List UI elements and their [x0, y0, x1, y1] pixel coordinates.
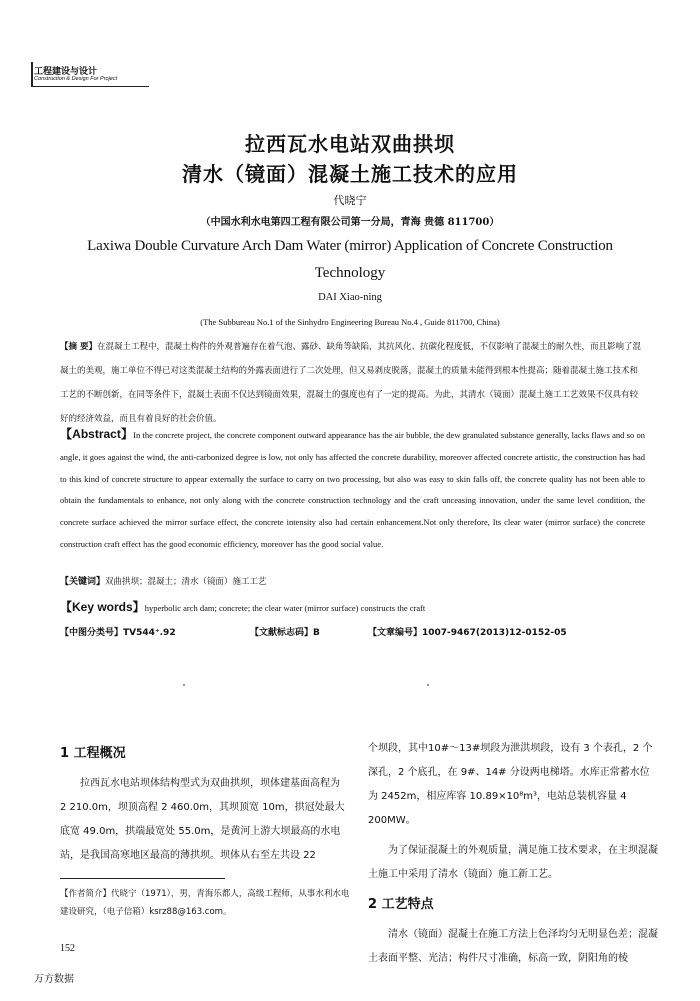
watermark: 万方数据	[34, 974, 74, 985]
abstract-en	[60, 424, 645, 556]
title-cn-line1: 拉西瓦水电站双曲拱坝	[245, 132, 455, 156]
document-code: 【文献标志码】B	[250, 628, 320, 638]
keywords-cn-label: 【关键词】	[60, 577, 106, 587]
abstract-en-text: In the concrete project, the concrete component outward appearance has the air bubble, the dew granulated substance generally, lacks flaws and so on angle, it goes against the wind, the anti-carbonized degree is low, not only has affected the concrete durability, moreover affected concrete artistic, the construction has had to this kind of concrete structure to appear externally the surface to carry on two processing, but also was easy to skin falls off, the concrete quality has not been able to obtain the fundamentals to enhance, not only along with the concrete construction technology and the craft unceasing innovation, under the same level condition, the concrete surface achieved the mirror surface effect, the concrete intensity also had certain enhancement.Not only therefore, Its clear water (mirror surface) the concrete construction craft effect has the good economic efficiency, moreover has the good social value.	[60, 430, 645, 549]
section2-heading: 2 工艺特点	[368, 897, 434, 912]
keywords-cn-text: 双曲拱坝；混凝土；清水（镜面）施工工艺	[105, 577, 267, 587]
abstract-cn-text: 在混凝土工程中，混凝土构件的外观普遍存在着气泡、露砂、缺角等缺陷，其抗风化、抗碳化程度低，不仅影响了混凝土的耐久性，而且影响了混凝土的美观，施工单位不得已对这类混凝土结构的外露表面进行了二次处理，但又易剥皮脱落，混凝土的质量未能得到根本性提高；随着混凝土施工技术和工艺的不断创新，在同等条件下，混凝土表面不仅达到镜面效果，混凝土的强度也有了一定的提高。为此，其清水（镜面）混凝土施工工艺效果不仅具有较好的经济效益，而且有着良好的社会价值。	[60, 342, 641, 424]
section2-para1: 清水（镜面）混凝土在施工方法上色泽均匀无明显色差；混凝土表面平整、光洁；构件尺寸准确，标高一致，阴阳角的棱	[368, 929, 658, 964]
journal-header-rule	[31, 86, 149, 87]
section1-heading: 1 工程概况	[60, 746, 126, 761]
journal-name-cn: 工程建设与设计	[34, 67, 98, 77]
title-cn-line2: 清水（镜面）混凝土施工技术的应用	[182, 162, 518, 186]
abstract-en-label: 【Abstract】	[60, 427, 134, 441]
keywords-en-text: hyperbolic arch dam; concrete; the clear water (mirror surface) constructs the craft	[144, 603, 426, 613]
keywords-cn	[60, 574, 267, 587]
author-en: DAI Xiao-ning	[318, 292, 382, 303]
title-en-line1: Laxiwa Double Curvature Arch Dam Water (mirror) Application of Concrete Construction	[87, 238, 613, 254]
author-footnote: 【作者简介】代晓宁（1971），男，青海乐都人，高级工程师，从事水利水电建设研究，（电子信箱）ksrz88@163.com。	[60, 889, 350, 917]
author-cn: 代晓宁	[333, 194, 367, 207]
left-column	[60, 742, 345, 868]
abstract-cn	[60, 335, 645, 431]
keywords-en	[60, 598, 425, 615]
footnote-rule	[60, 878, 225, 879]
scan-speck	[183, 684, 185, 686]
title-en-line2: Technology	[314, 265, 386, 281]
affiliation-en: (The Subbureau No.1 of the Sinhydro Engineering Bureau No.4 , Guide 811700, China)	[200, 317, 500, 327]
affiliation-cn: （中国水利水电第四工程有限公司第一分局，青海 贵德 811700）	[200, 217, 500, 228]
section1-para1: 拉西瓦水电站坝体结构型式为双曲拱坝，坝体建基面高程为 2 210.0m，坝顶高程 2 460.0m，其坝顶宽 10m，拱冠处最大底宽 49.0m，拱端最宽处 55.0m，是黄河上游大坝最高的水电站，是我国高寒地区最高的薄拱坝。坝体从右至左共设 22	[60, 778, 345, 861]
abstract-cn-label: 【摘 要】	[60, 342, 97, 352]
article-number: 【文章编号】1007-9467(2013)12-0152-05	[368, 628, 567, 638]
clc-number: 【中图分类号】TV544⁺.92	[60, 628, 176, 638]
scan-speck	[427, 684, 429, 686]
section1-para2: 为了保证混凝土的外观质量，满足施工技术要求，在主坝混凝土施工中采用了清水（镜面）施工新工艺。	[368, 845, 658, 880]
section1-continued: 个坝段，其中10#～13#坝段为泄洪坝段，设有 3 个表孔，2 个深孔，2 个底孔，在 9#、14# 分设两电梯塔。水库正常蓄水位为 2452m，相应库容 10.89×10⁸m³，电站总装机容量 4 200MW。	[368, 743, 653, 826]
page-number: 152	[60, 943, 75, 954]
journal-name-en: Construction & Design For Project	[34, 76, 118, 82]
right-column	[368, 737, 658, 971]
journal-header-bar	[31, 62, 33, 86]
keywords-en-label: 【Key words】	[60, 600, 145, 614]
